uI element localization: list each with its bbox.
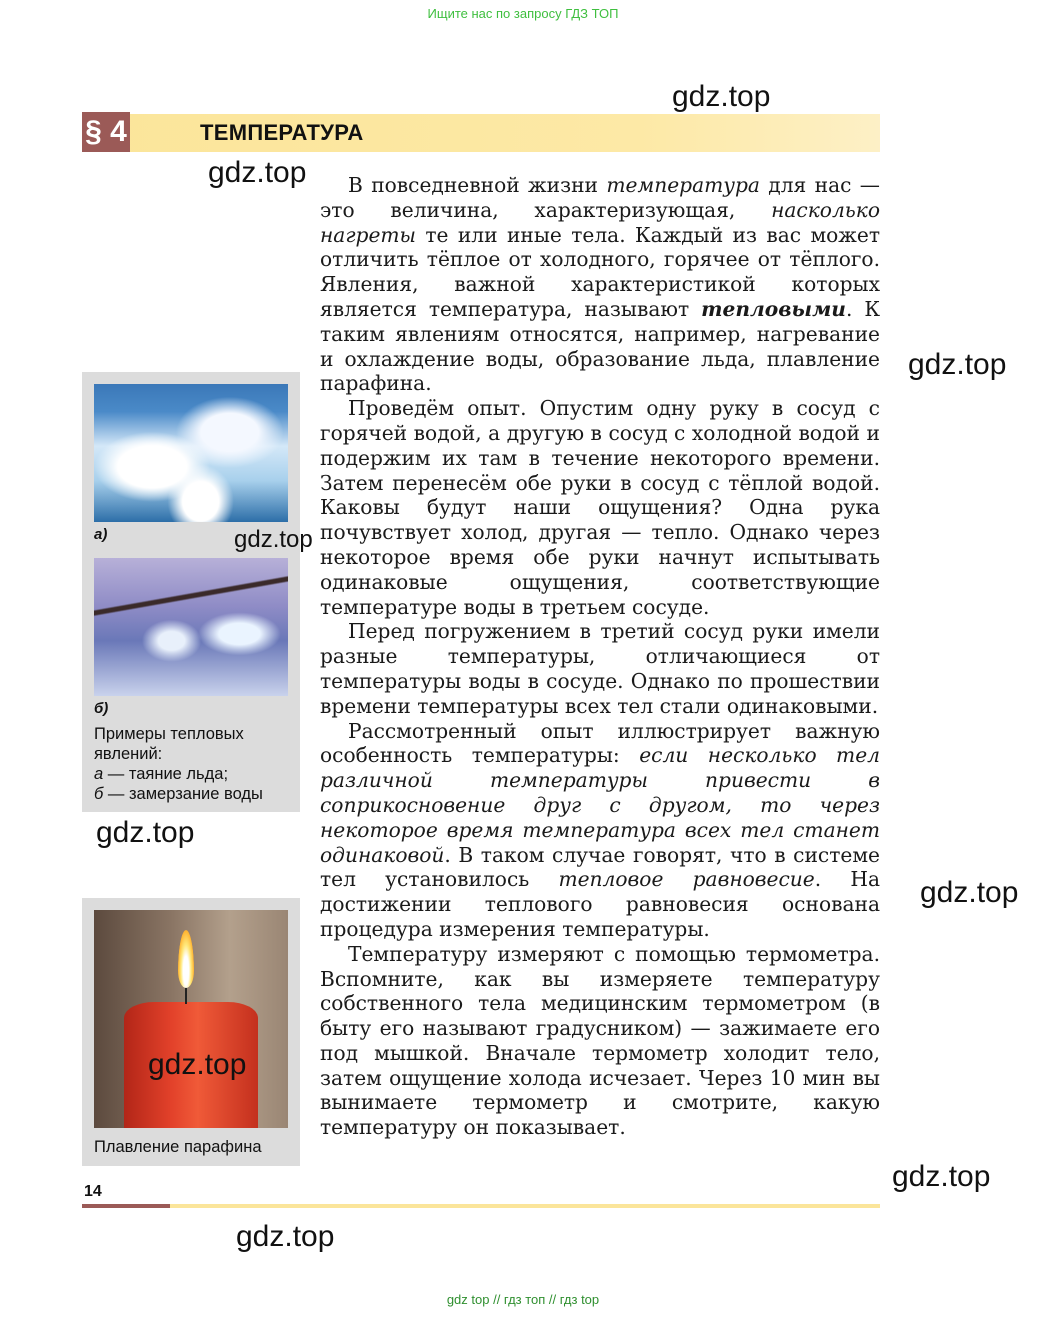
paragraph-3: Перед погружением в третий сосуд руки имели разные температуры, отличающиеся от температуры воды в сосуде. Однако по прошествии времени температуры всех тел стали одинаковыми. (320, 619, 880, 718)
bottom-hint: gdz top // гдз топ // гдз top (446, 1292, 600, 1307)
ice-melting-photo (94, 384, 288, 522)
main-text (320, 173, 880, 1140)
caption-b-text: — замерзание воды (103, 785, 263, 803)
candle-photo (94, 910, 288, 1128)
candle-flame (178, 930, 194, 988)
water-freezing-photo (94, 558, 288, 696)
top-hint: Ищите нас по запросу ГДЗ ТОП (427, 6, 619, 21)
watermark: gdz.top (96, 816, 195, 849)
section-number: § 4 (82, 112, 130, 152)
figure-paraffin-melting (82, 898, 300, 1166)
paragraph-2: Проведём опыт. Опустим одну руку в сосуд с горячей водой, а другую в сосуд с холодной водой и подержим их там в течение некоторого времени. Затем перенесём обе руки в сосуд с тёплой водой. Каковы будут наши ощущения? Одна рука почувствует холод, другая — тепло. Однако через некоторое время обе руки начнут испытывать одинаковые ощущения, соответствующие температуре воды в третьем сосуде. (320, 396, 880, 619)
watermark: gdz.top (208, 156, 307, 189)
paragraph-1: В повседневной жизни температура для нас — это величина, характеризующая, насколько нагреты те или иные тела. Каждый из вас может отличить тёплое от холодного, горячее от тёплого. Явления, важной характеристикой которых является температура, называют тепловыми. К таким явлениям относятся, например, нагревание и охлаждение воды, образование льда, плавление парафина. (320, 173, 880, 396)
watermark: gdz.top (148, 1048, 247, 1081)
caption-title: Примеры тепловых явлений: (94, 725, 244, 763)
page-number: 14 (84, 1183, 102, 1200)
paragraph-5: Температуру измеряют с помощью термометра. Вспомните, как вы измеряете температуру собственного тела медицинским термометром (в быту его называют градусником) — зажимаете его под мышкой. Вначале термометр холодит тело, затем ощущение холода исчезает. Через 10 мин вы вынимаете термометр и смотрите, какую температуру он показывает. (320, 941, 880, 1140)
watermark: gdz.top (920, 876, 1019, 909)
watermark: gdz.top (908, 348, 1007, 381)
caption-b-letter: б (94, 785, 104, 803)
caption-a-letter: а (94, 765, 104, 783)
section-title: ТЕМПЕРАТУРА (200, 120, 364, 145)
figure-label-b: б) (94, 700, 109, 717)
watermark: gdz.top (236, 1220, 335, 1253)
figure-thermal-phenomena (82, 372, 300, 812)
paragraph-4: Рассмотренный опыт иллюстрирует важную особенность температуры: если несколько тел различной температуры привести в соприкосновение друг с другом, то через некоторое время температура всех тел станет одинаковой. В таком случае говорят, что в системе тел установилось тепловое равновесие. На достижении теплового равновесия основана процедура измерения температуры. (320, 718, 881, 941)
figure-caption (94, 724, 294, 804)
footer-line (82, 1204, 880, 1208)
figure2-caption: Плавление парафина (94, 1138, 262, 1156)
caption-a-text: — таяние льда; (103, 765, 229, 783)
watermark: gdz.top (672, 80, 771, 113)
watermark: gdz.top (234, 526, 313, 553)
figure-label-a: а) (94, 526, 108, 543)
watermark: gdz.top (892, 1160, 991, 1193)
